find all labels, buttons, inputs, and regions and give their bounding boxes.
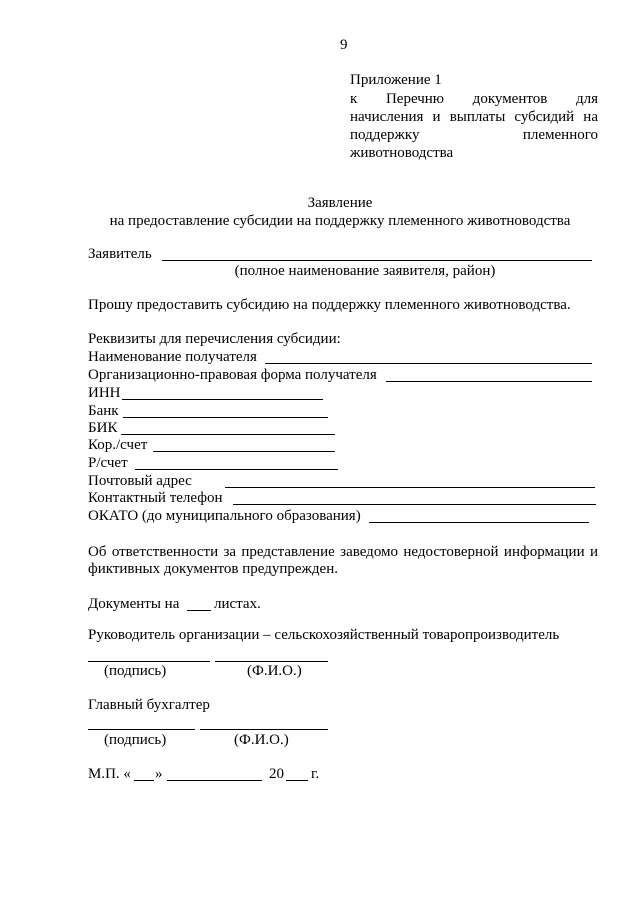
corr-account-label: Кор./счет [88,437,148,453]
bank-line[interactable] [123,417,328,418]
appendix-line-2: начисления и выплаты субсидий на [350,109,598,125]
date-day-line[interactable] [134,780,154,781]
head-name-line[interactable] [215,661,328,662]
bank-label: Банк [88,403,119,419]
head-of-org-title: Руководитель организации – сельскохозяйственный товаропроизводитель [88,627,560,643]
inn-line[interactable] [122,399,323,400]
recipient-name-line[interactable] [265,363,592,364]
accountant-name-label: (Ф.И.О.) [234,732,289,748]
document-subtitle: на предоставление субсидии на поддержку племенного животноводства [109,213,571,229]
postal-address-line[interactable] [225,487,595,488]
phone-label: Контактный телефон [88,490,223,506]
appendix-line-4: животноводства [350,145,454,161]
head-name-label: (Ф.И.О.) [247,663,302,679]
responsibility-line-2: фиктивных документов предупрежден. [88,561,338,577]
accountant-name-line[interactable] [200,729,328,730]
accountant-signature-label: (подпись) [104,732,167,748]
inn-label: ИНН [88,385,121,401]
document-title: Заявление [307,195,373,211]
account-line[interactable] [135,469,338,470]
date-year-prefix: 20 [269,766,284,782]
applicant-hint: (полное наименование заявителя, район) [234,263,496,279]
appendix-line-1: к Перечню документов для [350,91,598,107]
documents-prefix: Документы на [88,596,180,612]
account-label: Р/счет [88,455,128,471]
accountant-signature-line[interactable] [88,729,195,730]
corr-account-line[interactable] [153,451,335,452]
legal-form-label: Организационно-правовая форма получателя [88,367,377,383]
chief-accountant-title: Главный бухгалтер [88,697,210,713]
date-close-quote: » [155,766,163,782]
legal-form-line[interactable] [386,381,592,382]
applicant-label: Заявитель [88,246,152,262]
page-number: 9 [340,37,348,53]
documents-suffix: листах. [214,596,261,612]
appendix-title: Приложение 1 [350,72,442,88]
appendix-line-3: поддержку племенного [350,127,598,143]
postal-address-label: Почтовый адрес [88,473,192,489]
phone-line[interactable] [233,504,596,505]
applicant-input-line[interactable] [162,260,592,261]
okato-label: ОКАТО (до муниципального образования) [88,508,361,524]
documents-pages-line[interactable] [187,610,211,611]
recipient-name-label: Наименование получателя [88,349,257,365]
okato-line[interactable] [369,522,589,523]
date-month-line[interactable] [167,780,262,781]
bik-line[interactable] [121,434,335,435]
responsibility-line-1: Об ответственности за представление заведомо недостоверной информации и [88,544,598,560]
requisites-title: Реквизиты для перечисления субсидии: [88,331,341,347]
head-signature-line[interactable] [88,661,210,662]
date-year-suffix: г. [311,766,320,782]
date-year-line[interactable] [286,780,308,781]
stamp-mp-label: М.П. « [88,766,131,782]
head-signature-label: (подпись) [104,663,167,679]
bik-label: БИК [88,420,118,436]
request-text: Прошу предоставить субсидию на поддержку племенного животноводства. [88,297,571,313]
